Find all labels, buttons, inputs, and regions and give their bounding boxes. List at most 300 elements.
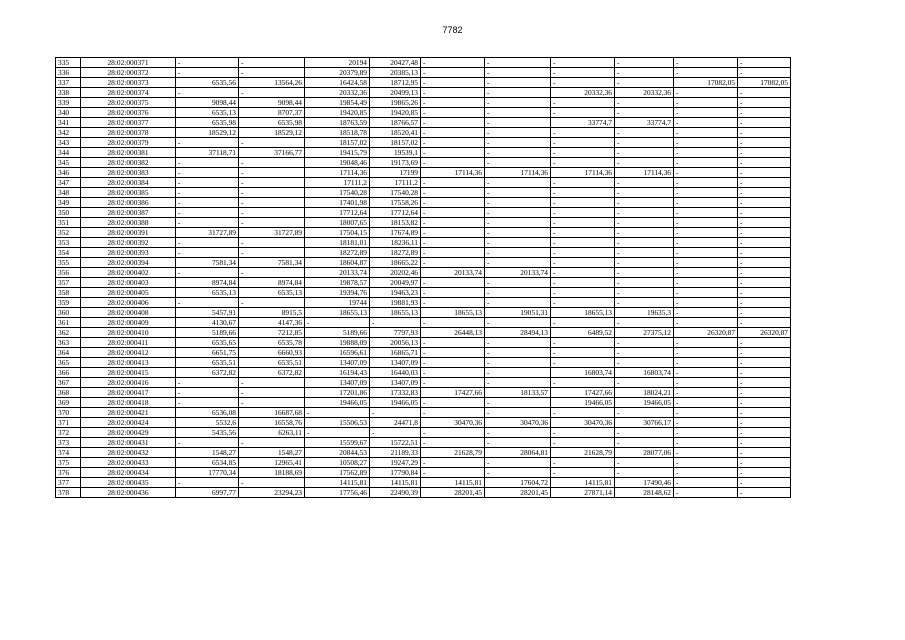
- value-cell: -: [674, 408, 738, 418]
- row-number-cell: 346: [56, 168, 81, 178]
- value-cell: -: [176, 378, 239, 388]
- value-cell: -: [551, 278, 615, 288]
- value-cell: 18529,12: [239, 128, 305, 138]
- cadastral-number-cell: 28:02:000406: [81, 298, 176, 308]
- value-cell: -: [674, 238, 738, 248]
- value-cell: -: [305, 318, 370, 328]
- value-cell: -: [551, 228, 615, 238]
- value-cell: -: [551, 198, 615, 208]
- value-cell: 26448,13: [421, 328, 485, 338]
- value-cell: 19420,85: [370, 108, 421, 118]
- value-cell: 26320,87: [738, 328, 791, 338]
- value-cell: -: [674, 428, 738, 438]
- value-cell: -: [738, 298, 791, 308]
- cadastral-number-cell: 28:02:000383: [81, 168, 176, 178]
- row-number-cell: 363: [56, 338, 81, 348]
- value-cell: 6651,75: [176, 348, 239, 358]
- value-cell: -: [370, 408, 421, 418]
- value-cell: -: [176, 298, 239, 308]
- row-number-cell: 359: [56, 298, 81, 308]
- cadastral-number-cell: 28:02:000391: [81, 228, 176, 238]
- value-cell: -: [738, 468, 791, 478]
- table-row: [56, 378, 791, 388]
- row-number-cell: 350: [56, 208, 81, 218]
- value-cell: 5435,56: [176, 428, 239, 438]
- value-cell: 16803,74: [615, 368, 674, 378]
- value-cell: 17114,36: [305, 168, 370, 178]
- value-cell: 17504,15: [305, 228, 370, 238]
- cadastral-number-cell: 28:02:000411: [81, 338, 176, 348]
- value-cell: -: [551, 318, 615, 328]
- table-row: [56, 388, 791, 398]
- row-number-cell: 364: [56, 348, 81, 358]
- value-cell: 7581,34: [176, 258, 239, 268]
- value-cell: 15722,51: [370, 438, 421, 448]
- value-cell: 4130,67: [176, 318, 239, 328]
- row-number-cell: 367: [56, 378, 81, 388]
- value-cell: 15599,67: [305, 438, 370, 448]
- value-cell: 23294,23: [239, 488, 305, 498]
- cadastral-number-cell: 28:02:000410: [81, 328, 176, 338]
- cadastral-number-cell: 28:02:000387: [81, 208, 176, 218]
- cadastral-number-cell: 28:02:000417: [81, 388, 176, 398]
- value-cell: -: [176, 168, 239, 178]
- cadastral-number-cell: 28:02:000378: [81, 128, 176, 138]
- value-cell: -: [485, 348, 551, 358]
- value-cell: -: [674, 338, 738, 348]
- value-cell: 18665,22: [370, 258, 421, 268]
- table-row: [56, 118, 791, 128]
- value-cell: -: [674, 418, 738, 428]
- value-cell: 19173,69: [370, 158, 421, 168]
- value-cell: -: [674, 358, 738, 368]
- value-cell: -: [615, 188, 674, 198]
- value-cell: 18518,78: [305, 128, 370, 138]
- row-number-cell: 377: [56, 478, 81, 488]
- value-cell: 6535,98: [239, 118, 305, 128]
- value-cell: 37118,71: [176, 148, 239, 158]
- value-cell: -: [738, 238, 791, 248]
- value-cell: -: [485, 468, 551, 478]
- row-number-cell: 366: [56, 368, 81, 378]
- value-cell: -: [485, 408, 551, 418]
- value-cell: -: [176, 188, 239, 198]
- value-cell: -: [674, 348, 738, 358]
- value-cell: 17111,2: [370, 178, 421, 188]
- value-cell: -: [239, 198, 305, 208]
- row-number-cell: 338: [56, 88, 81, 98]
- value-cell: -: [674, 438, 738, 448]
- value-cell: -: [738, 408, 791, 418]
- value-cell: -: [176, 68, 239, 78]
- value-cell: -: [239, 188, 305, 198]
- value-cell: -: [551, 288, 615, 298]
- value-cell: -: [485, 198, 551, 208]
- value-cell: -: [176, 178, 239, 188]
- value-cell: -: [485, 188, 551, 198]
- value-cell: -: [421, 338, 485, 348]
- value-cell: -: [674, 478, 738, 488]
- row-number-cell: 373: [56, 438, 81, 448]
- table-row: [56, 228, 791, 238]
- value-cell: -: [615, 158, 674, 168]
- value-cell: -: [674, 98, 738, 108]
- value-cell: -: [738, 178, 791, 188]
- cadastral-number-cell: 28:02:000379: [81, 138, 176, 148]
- value-cell: -: [421, 228, 485, 238]
- value-cell: -: [421, 198, 485, 208]
- value-cell: -: [421, 458, 485, 468]
- value-cell: 6535,65: [176, 338, 239, 348]
- value-cell: 6535,98: [176, 118, 239, 128]
- value-cell: -: [421, 138, 485, 148]
- value-cell: 18133,57: [485, 388, 551, 398]
- value-cell: 6535,78: [239, 338, 305, 348]
- value-cell: -: [738, 398, 791, 408]
- value-cell: -: [738, 418, 791, 428]
- cadastral-number-cell: 28:02:000381: [81, 148, 176, 158]
- table-row: [56, 488, 791, 498]
- value-cell: 7797,93: [370, 328, 421, 338]
- cadastral-number-cell: 28:02:000385: [81, 188, 176, 198]
- value-cell: -: [551, 428, 615, 438]
- value-cell: -: [738, 68, 791, 78]
- value-cell: -: [176, 248, 239, 258]
- data-table: [55, 57, 791, 498]
- value-cell: 18188,69: [239, 468, 305, 478]
- table-row: [56, 278, 791, 288]
- value-cell: -: [239, 398, 305, 408]
- table-row: [56, 78, 791, 88]
- value-cell: 13564,26: [239, 78, 305, 88]
- value-cell: -: [738, 58, 791, 68]
- value-cell: 20379,89: [305, 68, 370, 78]
- value-cell: -: [551, 298, 615, 308]
- cadastral-number-cell: 28:02:000413: [81, 358, 176, 368]
- table-row: [56, 68, 791, 78]
- value-cell: -: [674, 138, 738, 148]
- value-cell: -: [615, 378, 674, 388]
- value-cell: -: [738, 368, 791, 378]
- row-number-cell: 368: [56, 388, 81, 398]
- value-cell: -: [738, 258, 791, 268]
- value-cell: -: [674, 198, 738, 208]
- value-cell: -: [485, 378, 551, 388]
- value-cell: -: [551, 248, 615, 258]
- value-cell: 6997,77: [176, 488, 239, 498]
- value-cell: -: [615, 458, 674, 468]
- value-cell: 20499,13: [370, 88, 421, 98]
- value-cell: -: [674, 168, 738, 178]
- value-cell: 16424,58: [305, 78, 370, 88]
- row-number-cell: 349: [56, 198, 81, 208]
- value-cell: -: [551, 218, 615, 228]
- value-cell: -: [239, 298, 305, 308]
- value-cell: 22490,39: [370, 488, 421, 498]
- value-cell: -: [421, 248, 485, 258]
- value-cell: -: [615, 68, 674, 78]
- value-cell: 33774,7: [615, 118, 674, 128]
- value-cell: -: [615, 318, 674, 328]
- value-cell: -: [615, 268, 674, 278]
- value-cell: 20049,97: [370, 278, 421, 288]
- cadastral-number-cell: 28:02:000418: [81, 398, 176, 408]
- value-cell: 19881,93: [370, 298, 421, 308]
- value-cell: 20844,53: [305, 448, 370, 458]
- value-cell: -: [615, 278, 674, 288]
- cadastral-number-cell: 28:02:000392: [81, 238, 176, 248]
- value-cell: 20385,13: [370, 68, 421, 78]
- cadastral-number-cell: 28:02:000384: [81, 178, 176, 188]
- value-cell: 19415,79: [305, 148, 370, 158]
- value-cell: 18181,01: [305, 238, 370, 248]
- table-row: [56, 448, 791, 458]
- value-cell: -: [738, 458, 791, 468]
- row-number-cell: 365: [56, 358, 81, 368]
- value-cell: 19466,05: [370, 398, 421, 408]
- value-cell: -: [485, 158, 551, 168]
- value-cell: 37166,77: [239, 148, 305, 158]
- value-cell: -: [485, 78, 551, 88]
- value-cell: -: [738, 378, 791, 388]
- value-cell: -: [615, 228, 674, 238]
- value-cell: -: [674, 278, 738, 288]
- value-cell: 18520,41: [370, 128, 421, 138]
- value-cell: 19048,46: [305, 158, 370, 168]
- value-cell: -: [239, 388, 305, 398]
- value-cell: -: [674, 458, 738, 468]
- value-cell: -: [421, 468, 485, 478]
- value-cell: 6372,82: [239, 368, 305, 378]
- value-cell: -: [551, 238, 615, 248]
- value-cell: -: [176, 138, 239, 148]
- value-cell: -: [738, 118, 791, 128]
- value-cell: -: [421, 188, 485, 198]
- value-cell: -: [738, 168, 791, 178]
- cadastral-number-cell: 28:02:000416: [81, 378, 176, 388]
- value-cell: -: [674, 118, 738, 128]
- value-cell: 16558,76: [239, 418, 305, 428]
- value-cell: -: [738, 448, 791, 458]
- table-row: [56, 168, 791, 178]
- value-cell: -: [485, 68, 551, 78]
- table-row: [56, 128, 791, 138]
- value-cell: -: [239, 248, 305, 258]
- value-cell: -: [674, 488, 738, 498]
- value-cell: -: [738, 158, 791, 168]
- value-cell: -: [738, 208, 791, 218]
- table-row: [56, 178, 791, 188]
- value-cell: -: [738, 308, 791, 318]
- value-cell: 30470,36: [551, 418, 615, 428]
- value-cell: -: [615, 348, 674, 358]
- value-cell: -: [485, 458, 551, 468]
- value-cell: -: [176, 158, 239, 168]
- value-cell: 30470,36: [421, 418, 485, 428]
- value-cell: 6536,08: [176, 408, 239, 418]
- value-cell: 28201,45: [421, 488, 485, 498]
- value-cell: -: [551, 208, 615, 218]
- value-cell: -: [551, 68, 615, 78]
- value-cell: 19466,05: [615, 398, 674, 408]
- value-cell: 5189,66: [305, 328, 370, 338]
- value-cell: 19539,1: [370, 148, 421, 158]
- value-cell: 17401,98: [305, 198, 370, 208]
- value-cell: -: [551, 468, 615, 478]
- cadastral-number-cell: 28:02:000409: [81, 318, 176, 328]
- value-cell: -: [176, 218, 239, 228]
- value-cell: 5532,6: [176, 418, 239, 428]
- value-cell: 28064,81: [485, 448, 551, 458]
- value-cell: -: [551, 258, 615, 268]
- table-row: [56, 408, 791, 418]
- page-number: 7782: [442, 25, 463, 35]
- row-number-cell: 337: [56, 78, 81, 88]
- cadastral-number-cell: 28:02:000394: [81, 258, 176, 268]
- value-cell: -: [615, 138, 674, 148]
- value-cell: -: [421, 88, 485, 98]
- cadastral-number-cell: 28:02:000431: [81, 438, 176, 448]
- row-number-cell: 347: [56, 178, 81, 188]
- row-number-cell: 355: [56, 258, 81, 268]
- value-cell: 20056,13: [370, 338, 421, 348]
- value-cell: 17712,64: [370, 208, 421, 218]
- value-cell: -: [239, 268, 305, 278]
- value-cell: -: [674, 378, 738, 388]
- table-row: [56, 268, 791, 278]
- value-cell: -: [176, 388, 239, 398]
- value-cell: 18236,11: [370, 238, 421, 248]
- value-cell: 5457,91: [176, 308, 239, 318]
- value-cell: -: [674, 298, 738, 308]
- row-number-cell: 358: [56, 288, 81, 298]
- value-cell: -: [239, 58, 305, 68]
- value-cell: -: [421, 78, 485, 88]
- row-number-cell: 369: [56, 398, 81, 408]
- value-cell: -: [485, 438, 551, 448]
- value-cell: 17674,89: [370, 228, 421, 238]
- value-cell: 6535,13: [239, 288, 305, 298]
- value-cell: 17111,2: [305, 178, 370, 188]
- row-number-cell: 348: [56, 188, 81, 198]
- value-cell: 6489,52: [551, 328, 615, 338]
- value-cell: -: [551, 58, 615, 68]
- value-cell: 4147,36: [239, 318, 305, 328]
- value-cell: -: [674, 228, 738, 238]
- value-cell: -: [674, 318, 738, 328]
- value-cell: 28077,06: [615, 448, 674, 458]
- value-cell: 17082,05: [738, 78, 791, 88]
- value-cell: -: [738, 428, 791, 438]
- value-cell: -: [674, 288, 738, 298]
- value-cell: 1548,27: [176, 448, 239, 458]
- value-cell: 19463,23: [370, 288, 421, 298]
- row-number-cell: 351: [56, 218, 81, 228]
- value-cell: -: [485, 258, 551, 268]
- value-cell: -: [485, 288, 551, 298]
- value-cell: -: [615, 338, 674, 348]
- value-cell: -: [485, 138, 551, 148]
- table-row: [56, 238, 791, 248]
- value-cell: -: [421, 368, 485, 378]
- cadastral-number-cell: 28:02:000432: [81, 448, 176, 458]
- table-row: [56, 438, 791, 448]
- table-row: [56, 348, 791, 358]
- value-cell: -: [421, 128, 485, 138]
- value-cell: 8974,84: [176, 278, 239, 288]
- table-row: [56, 108, 791, 118]
- value-cell: -: [239, 138, 305, 148]
- value-cell: 19865,26: [370, 98, 421, 108]
- cadastral-number-cell: 28:02:000373: [81, 78, 176, 88]
- value-cell: 18157,02: [305, 138, 370, 148]
- value-cell: -: [421, 398, 485, 408]
- value-cell: -: [485, 148, 551, 158]
- value-cell: 18024,21: [615, 388, 674, 398]
- value-cell: -: [615, 148, 674, 158]
- value-cell: -: [738, 388, 791, 398]
- value-cell: -: [485, 358, 551, 368]
- value-cell: -: [551, 158, 615, 168]
- value-cell: 18655,13: [551, 308, 615, 318]
- value-cell: -: [615, 78, 674, 88]
- value-cell: -: [738, 138, 791, 148]
- value-cell: 18712,95: [370, 78, 421, 88]
- value-cell: 17201,86: [305, 388, 370, 398]
- value-cell: -: [674, 368, 738, 378]
- table-row: [56, 158, 791, 168]
- value-cell: -: [485, 238, 551, 248]
- value-cell: -: [421, 118, 485, 128]
- row-number-cell: 352: [56, 228, 81, 238]
- value-cell: -: [551, 108, 615, 118]
- value-cell: -: [485, 368, 551, 378]
- value-cell: -: [176, 478, 239, 488]
- table-row: [56, 288, 791, 298]
- value-cell: -: [485, 108, 551, 118]
- cadastral-number-cell: 28:02:000377: [81, 118, 176, 128]
- value-cell: -: [615, 248, 674, 258]
- value-cell: -: [615, 288, 674, 298]
- table-row: [56, 138, 791, 148]
- value-cell: -: [674, 388, 738, 398]
- value-cell: -: [738, 198, 791, 208]
- value-cell: -: [370, 428, 421, 438]
- cadastral-number-cell: 28:02:000371: [81, 58, 176, 68]
- table-row: [56, 428, 791, 438]
- value-cell: 13407,09: [370, 378, 421, 388]
- table-row: [56, 208, 791, 218]
- value-cell: -: [674, 128, 738, 138]
- value-cell: 31727,89: [176, 228, 239, 238]
- value-cell: 17490,46: [615, 478, 674, 488]
- value-cell: -: [485, 428, 551, 438]
- value-cell: 17114,36: [485, 168, 551, 178]
- cadastral-number-cell: 28:02:000408: [81, 308, 176, 318]
- row-number-cell: 353: [56, 238, 81, 248]
- value-cell: -: [239, 168, 305, 178]
- row-number-cell: 361: [56, 318, 81, 328]
- value-cell: 1548,27: [239, 448, 305, 458]
- value-cell: -: [239, 238, 305, 248]
- value-cell: 13407,09: [305, 378, 370, 388]
- value-cell: 16803,74: [551, 368, 615, 378]
- value-cell: 18604,87: [305, 258, 370, 268]
- value-cell: -: [239, 88, 305, 98]
- cadastral-number-cell: 28:02:000434: [81, 468, 176, 478]
- value-cell: 26320,87: [674, 328, 738, 338]
- value-cell: 17114,36: [551, 168, 615, 178]
